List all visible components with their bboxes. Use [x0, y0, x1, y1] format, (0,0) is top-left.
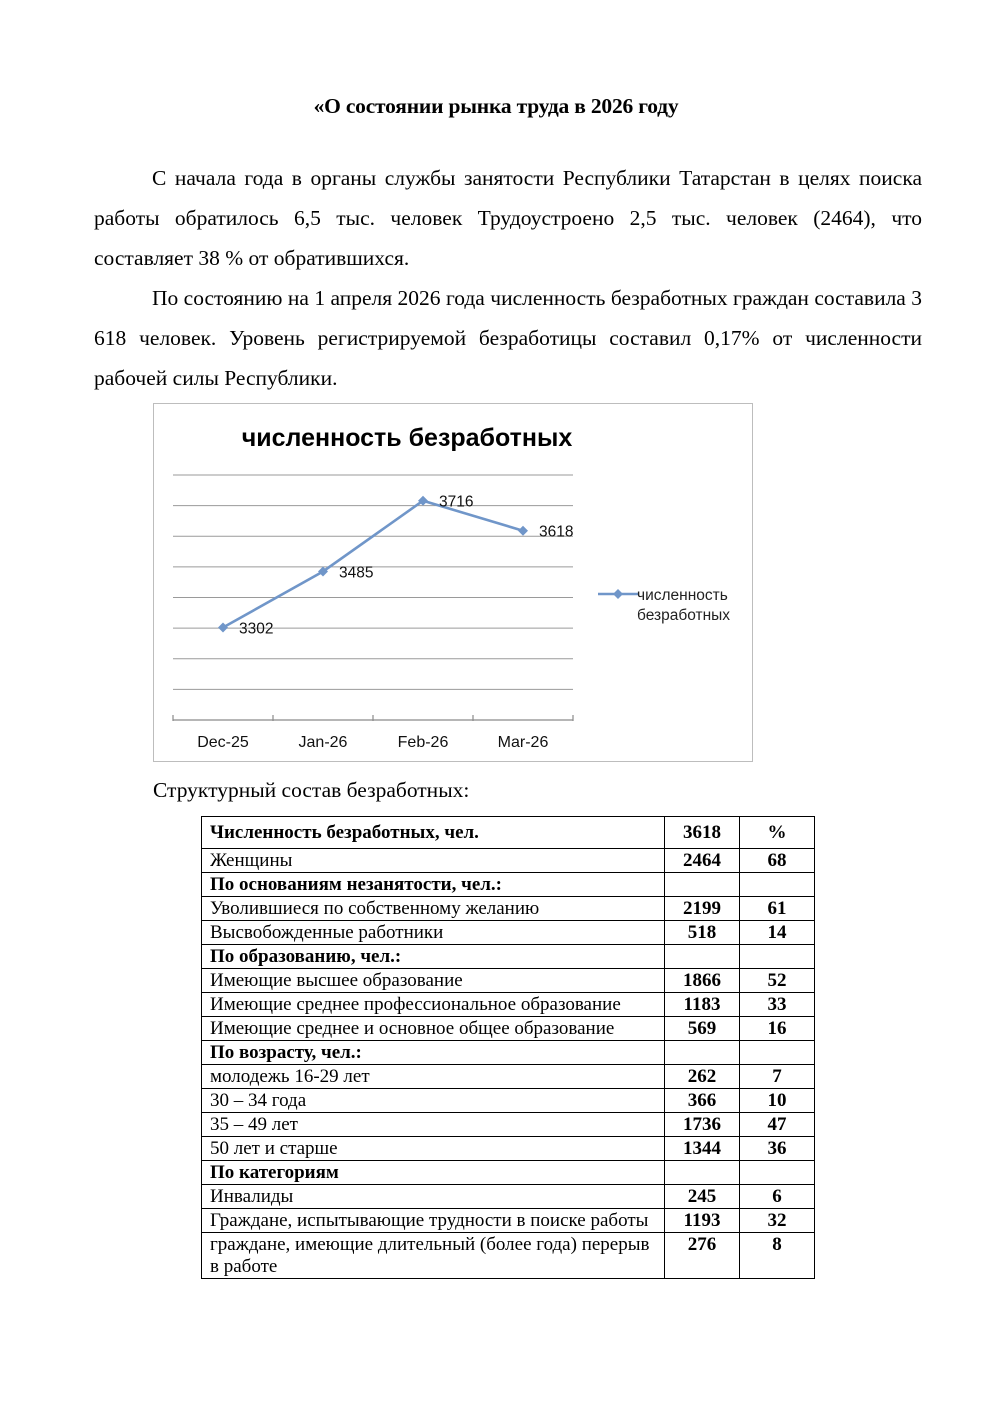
row-percent: 36: [740, 1137, 815, 1161]
table-row: [202, 1137, 815, 1161]
page-title: «О состоянии рынка труда в 2026 году: [313, 94, 679, 118]
chart-gridlines: [173, 475, 573, 689]
row-count: 1183: [665, 993, 740, 1017]
data-labels: [239, 494, 573, 638]
row-label: Имеющие среднее и основное общее образование: [202, 1017, 665, 1041]
paragraph-job-seekers: [94, 158, 922, 278]
table-row: [202, 1209, 815, 1233]
row-percent: 68: [740, 849, 815, 873]
data-label: 3716: [439, 493, 474, 511]
table-row: [202, 1113, 815, 1137]
row-count: 1736: [665, 1113, 740, 1137]
x-tick-label: Mar-26: [497, 734, 549, 751]
table-section-row: [202, 873, 815, 897]
row-percent: 8: [740, 1233, 815, 1279]
header-total: 3618: [665, 817, 740, 849]
row-label: 50 лет и старше: [202, 1137, 665, 1161]
row-count: 1866: [665, 969, 740, 993]
row-label: Женщины: [202, 849, 665, 873]
row-label: По возрасту, чел.:: [202, 1041, 665, 1065]
table-row: [202, 1089, 815, 1113]
data-label: 3302: [239, 620, 274, 638]
row-percent: 47: [740, 1113, 815, 1137]
data-label: 3485: [339, 564, 374, 582]
table-row: [202, 1017, 815, 1041]
row-count: [665, 873, 740, 897]
table-row: [202, 897, 815, 921]
table-row: [202, 849, 815, 873]
x-tick-label: Jan-26: [298, 734, 348, 751]
x-tick-label: Dec-25: [197, 734, 249, 751]
row-percent: 61: [740, 897, 815, 921]
legend-diamond-icon: [613, 589, 623, 599]
header-label: Численность безработных, чел.: [202, 817, 665, 849]
table-header-row: [202, 817, 815, 849]
row-percent: 10: [740, 1089, 815, 1113]
table-section-row: [202, 1161, 815, 1185]
row-percent: [740, 1161, 815, 1185]
paragraph-text: По состоянию на 1 апреля 2026 года численность безработных граждан составила 3 618 человек. Уровень регистрируемой безработицы составил 0,17% от численности рабочей силы Республики.: [94, 286, 922, 390]
row-count: 1193: [665, 1209, 740, 1233]
legend-label-line2: безработных: [637, 607, 731, 624]
paragraph-text: С начала года в органы службы занятости Республики Татарстан в целях поиска работы обратилось 6,5 тыс. человек Трудоустроено 2,5 тыс. человек (2464), что составляет 38 % от обратившихся.: [94, 166, 922, 270]
row-count: 262: [665, 1065, 740, 1089]
unemployment-line-chart: [153, 403, 753, 762]
header-percent: %: [740, 817, 815, 849]
row-label: По образованию, чел.:: [202, 945, 665, 969]
row-percent: [740, 873, 815, 897]
legend-label-line1: численность: [637, 587, 728, 604]
table-caption: Структурный состав безработных:: [153, 778, 470, 802]
chart-canvas: [154, 404, 754, 763]
row-count: 2464: [665, 849, 740, 873]
row-count: 245: [665, 1185, 740, 1209]
paragraph-unemployment: [94, 278, 922, 398]
data-label: 3618: [539, 523, 574, 541]
unemployed-structure-table: [201, 816, 815, 1279]
row-percent: 6: [740, 1185, 815, 1209]
row-percent: 52: [740, 969, 815, 993]
row-label: 30 – 34 года: [202, 1089, 665, 1113]
row-label: Имеющие высшее образование: [202, 969, 665, 993]
row-label: граждане, имеющие длительный (более года) перерыв в работе: [202, 1233, 665, 1279]
x-tick-label: Feb-26: [397, 734, 449, 751]
row-label: Граждане, испытывающие трудности в поиске работы: [202, 1209, 665, 1233]
row-count: 366: [665, 1089, 740, 1113]
row-label: 35 – 49 лет: [202, 1113, 665, 1137]
row-percent: [740, 945, 815, 969]
table-section-row: [202, 1041, 815, 1065]
row-label: Уволившиеся по собственному желанию: [202, 897, 665, 921]
row-label: По основаниям незанятости, чел.:: [202, 873, 665, 897]
row-count: 518: [665, 921, 740, 945]
table-row: [202, 993, 815, 1017]
row-percent: 14: [740, 921, 815, 945]
row-label: Имеющие среднее профессиональное образование: [202, 993, 665, 1017]
table-row: [202, 1233, 815, 1279]
row-count: 276: [665, 1233, 740, 1279]
row-label: Инвалиды: [202, 1185, 665, 1209]
row-label: молодежь 16-29 лет: [202, 1065, 665, 1089]
row-count: [665, 1161, 740, 1185]
row-percent: 32: [740, 1209, 815, 1233]
row-count: 2199: [665, 897, 740, 921]
row-count: 569: [665, 1017, 740, 1041]
row-label: По категориям: [202, 1161, 665, 1185]
chart-title: численность безработных: [241, 424, 573, 452]
chart-legend: [598, 587, 730, 624]
row-percent: 33: [740, 993, 815, 1017]
row-percent: 16: [740, 1017, 815, 1041]
row-count: [665, 945, 740, 969]
row-percent: [740, 1041, 815, 1065]
table-row: [202, 1065, 815, 1089]
table-section-row: [202, 945, 815, 969]
table-row: [202, 1185, 815, 1209]
row-count: 1344: [665, 1137, 740, 1161]
table-row: [202, 969, 815, 993]
data-point-diamond-icon: [218, 623, 228, 633]
row-count: [665, 1041, 740, 1065]
data-point-diamond-icon: [518, 526, 528, 536]
row-percent: 7: [740, 1065, 815, 1089]
chart-x-axis: [173, 715, 573, 751]
row-label: Высвобожденные работники: [202, 921, 665, 945]
table-row: [202, 921, 815, 945]
